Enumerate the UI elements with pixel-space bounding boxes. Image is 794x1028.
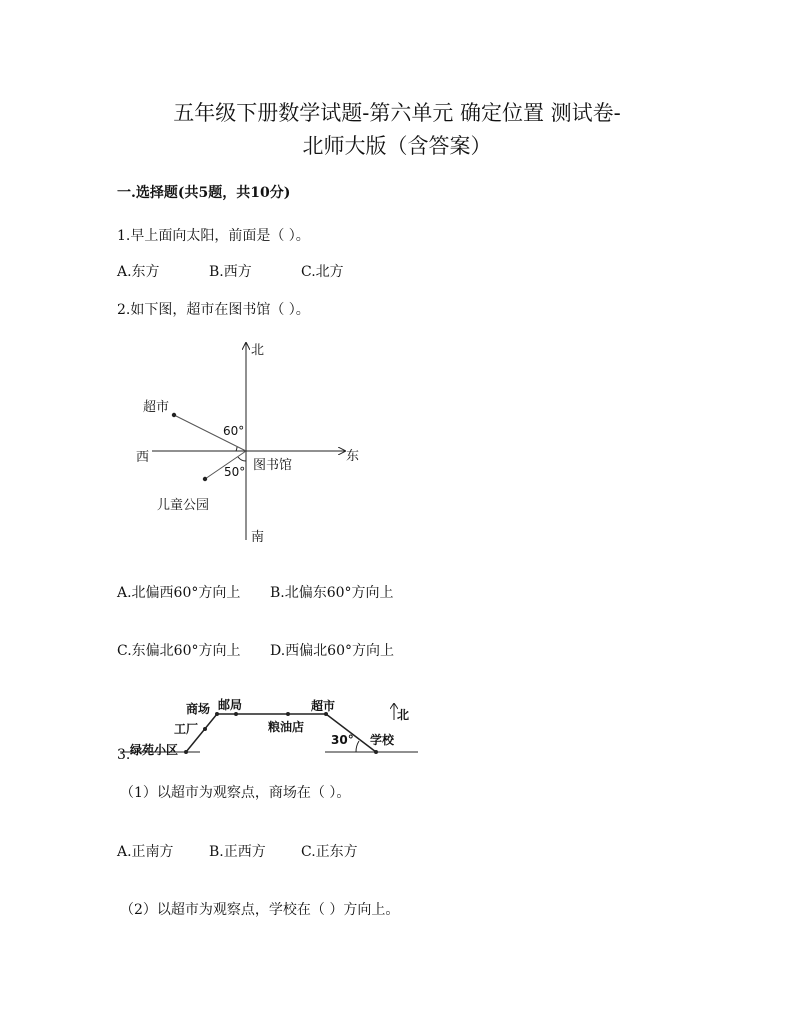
question-3-1-option-a[interactable]: A.正南方 — [117, 844, 174, 860]
map-label-supermarket: 超市 — [311, 699, 336, 713]
compass-diagram — [130, 335, 370, 550]
label-west: 西 — [136, 450, 150, 465]
point-children-park — [203, 477, 207, 481]
label-supermarket: 超市 — [143, 400, 170, 415]
question-1-option-a[interactable]: A.东方 — [117, 264, 160, 280]
angle-arc-50 — [238, 457, 246, 461]
label-north: 北 — [251, 343, 265, 358]
map-label-school: 学校 — [370, 733, 395, 747]
map-label-residential: 绿苑小区 — [130, 743, 179, 757]
question-2-option-a[interactable]: A.北偏西60°方向上 — [117, 585, 241, 601]
angle-arc-30 — [356, 741, 359, 752]
label-children-park: 儿童公园 — [157, 498, 210, 513]
question-3-1-option-c[interactable]: C.正东方 — [301, 844, 358, 860]
map-label-mall: 商场 — [186, 702, 211, 716]
point-grain-store — [286, 712, 290, 716]
label-library: 图书馆 — [253, 458, 293, 473]
label-angle-50: 50° — [224, 465, 246, 479]
map-label-factory: 工厂 — [174, 722, 199, 736]
map-label-post-office: 邮局 — [218, 698, 243, 712]
question-1-stem: 1.早上面向太阳，前面是（ ）。 — [117, 228, 310, 244]
angle-arc-60 — [236, 447, 237, 451]
point-supermarket — [172, 413, 176, 417]
point-residential — [184, 750, 188, 754]
point-factory — [203, 727, 207, 731]
label-angle-60: 60° — [223, 424, 245, 438]
question-2-option-d[interactable]: D.西偏北60°方向上 — [270, 643, 394, 659]
page-title-line2: 北师大版（含答案） — [302, 134, 492, 158]
label-east: 东 — [346, 449, 360, 464]
section-heading: 一.选择题(共5题，共10分) — [117, 185, 291, 201]
map-label-grain-store: 粮油店 — [268, 720, 305, 734]
question-2-option-c[interactable]: C.东偏北60°方向上 — [117, 643, 241, 659]
question-3-number: 3. — [117, 747, 131, 763]
label-south: 南 — [251, 530, 265, 545]
question-3-1-option-b[interactable]: B.正西方 — [209, 844, 266, 860]
question-2-stem: 2.如下图，超市在图书馆（ ）。 — [117, 302, 310, 318]
question-1-option-b[interactable]: B.西方 — [209, 264, 252, 280]
question-3-1-stem: （1）以超市为观察点，商场在（ ）。 — [120, 785, 351, 801]
question-2-option-b[interactable]: B.北偏东60°方向上 — [270, 585, 394, 601]
map-label-angle-30: 30° — [331, 733, 354, 747]
point-school — [374, 750, 378, 754]
map-label-north: 北 — [397, 708, 410, 722]
question-3-2-stem: （2）以超市为观察点，学校在（ ）方向上。 — [120, 902, 400, 918]
page-title-line1: 五年级下册数学试题-第六单元 确定位置 测试卷- — [173, 101, 621, 125]
question-1-option-c[interactable]: C.北方 — [301, 264, 344, 280]
